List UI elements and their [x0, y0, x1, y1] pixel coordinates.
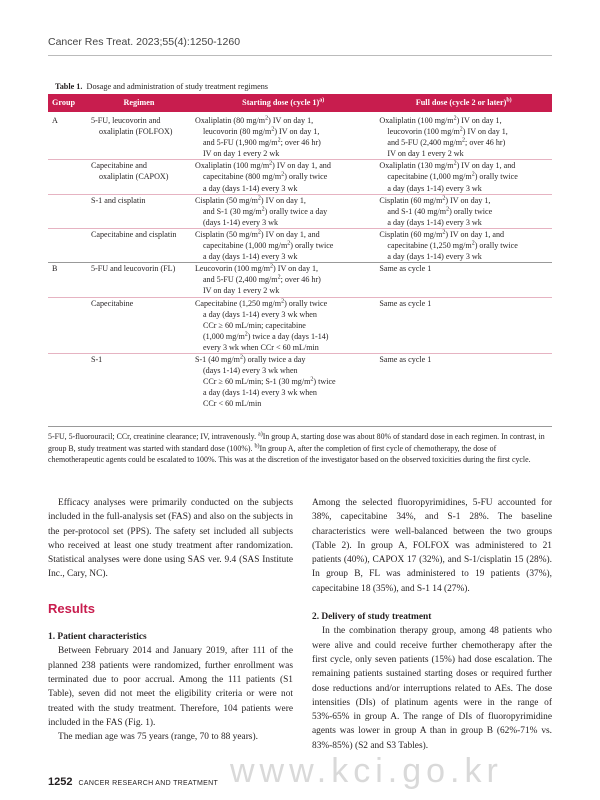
table-caption: [55, 82, 268, 91]
table-body: [48, 112, 552, 409]
cell-full-dose-line: a day (days 1-14) every 3 wk: [387, 183, 482, 193]
cell-starting-dose-line: S-1 (40 $mg/m^2$) orally twice a day: [194, 354, 306, 364]
cell-starting-dose-line: (1,000 $mg/m^2$) twice a day (days 1-14): [202, 331, 329, 341]
cell-regimen-line: Capecitabine: [90, 298, 134, 308]
cell-full-dose: [375, 112, 552, 160]
cell-group: [48, 353, 87, 409]
cell-starting-dose-line: and S-1 (30 $mg/m^2$) orally twice a day: [202, 206, 328, 216]
journal-name: CANCER RESEARCH AND TREATMENT: [78, 780, 219, 787]
table-row: [48, 194, 552, 228]
header-rule: [48, 55, 552, 56]
cell-starting-dose-line: Leucovorin (100 $mg/m^2$) IV on day 1,: [194, 263, 319, 274]
cell-full-dose-line: Cisplatin (60 $mg/m^2$) IV on day 1,: [379, 194, 491, 205]
cell-full-dose: [375, 160, 552, 194]
header-regimen: Regimen: [87, 94, 191, 112]
cell-regimen-line: 5-FU and leucovorin (FL): [90, 264, 176, 274]
cell-starting-dose-line: capecitabine (800 $mg/m^2$) orally twice: [202, 171, 328, 182]
cell-starting-dose-line: leucovorin (80 $mg/m^2$) IV on day 1,: [202, 126, 320, 137]
regimen-table: [48, 94, 552, 409]
cell-full-dose-line: a day (days 1-14) every 3 wk: [387, 217, 482, 227]
header-group: Group: [48, 94, 87, 112]
cell-full-dose-line: Oxaliplatin (130 $mg/m^2$) IV on day 1, and: [379, 160, 516, 171]
cell-regimen-line: S-1: [90, 354, 103, 364]
watermark: www.kci.go.kr: [230, 752, 503, 790]
table-bottom-rule: [48, 426, 552, 427]
cell-starting-dose-line: (days 1-14) every 3 wk: [202, 217, 279, 227]
subsection-1-title: 1. Patient characteristics: [48, 632, 147, 643]
cell-starting-dose-line: Cisplatin (50 $mg/m^2$) IV on day 1,: [194, 194, 306, 205]
cell-starting-dose: [191, 160, 375, 194]
cell-starting-dose-line: a day (days 1-14) every 3 wk: [202, 252, 298, 262]
table-header-row: [48, 94, 552, 112]
right-paragraph-1: Among the selected fluoropyrimidines, 5-FU accounted for 38%, capecitabine 34%, and S-1 28%. The baseline characteristics were well-balanced between the two groups (Table 2). In group A, FOLFOX was administered to 21 patients (40%), CAPOX 17 (32%), and S-1/cisplatin 15 (28%). In group B, FL was administered to 19 patients (37%), capecitabine 18 (35%), and S-1 14 (27%).: [312, 498, 552, 594]
right-paragraph-2: In the combination therapy group, among 48 patients who were alive and could receive further chemotherapy after the first cycle, only seven patients (15%) had dose escalation. The remaining patients sustained starting doses or required further dose reductions and/or interruptions related to AEs. The dose intensities (DIs) of platinum agents were in the range of 53%-65% in group A. The range of DIs of fluoropyrimidine agents was lower in group A than in group B (62%-71% vs. 83%-85%) (S2 and S3 Tables).: [312, 626, 552, 751]
cell-group: [48, 228, 87, 262]
cell-starting-dose: [191, 297, 375, 353]
cell-regimen: [87, 297, 191, 353]
table-caption-text: Dosage and administration of study treatment regimens: [86, 82, 268, 91]
page-number: 1252: [48, 776, 73, 788]
cell-group: [48, 263, 87, 297]
cell-starting-dose: [191, 194, 375, 228]
right-column: [312, 496, 552, 753]
table-row: [48, 263, 552, 297]
cell-starting-dose-line: Oxaliplatin (100 $mg/m^2$) IV on day 1, and: [194, 160, 331, 171]
cell-regimen: [87, 353, 191, 409]
cell-starting-dose-line: (days 1-14) every 3 wk when: [202, 366, 298, 376]
cell-regimen: [87, 228, 191, 262]
cell-starting-dose-line: capecitabine (1,000 $mg/m^2$) orally twice: [202, 240, 334, 251]
cell-group: [48, 297, 87, 353]
table-footnote: 5-FU, 5-fluorouracil; CCr, creatinine clearance; IV, intravenously. $^{a)}$In group A, starting dose was about 80% of standard dose in each regimen. In contrast, in group B, study treatment was started with standard dose (100%). $^{b)}$In group A, after the completion of first cycle of chemotherapy, the dose of chemotherapeutic agents could be escalated to 100%. This was at the discretion of the investigator based on the observed toxicities during the first cycle.: [48, 431, 545, 464]
cell-full-dose-line: and S-1 (40 $mg/m^2$) orally twice: [387, 206, 493, 216]
left-column: [48, 496, 293, 744]
subsection-2-title: 2. Delivery of study treatment: [312, 612, 432, 623]
table-row: [48, 228, 552, 262]
cell-full-dose-line: capecitabine (1,250 $mg/m^2$) orally twice: [387, 240, 518, 251]
cell-full-dose-line: Same as cycle 1: [379, 298, 432, 308]
cell-full-dose: [375, 194, 552, 228]
results-heading: Results: [48, 600, 95, 616]
cell-starting-dose: [191, 228, 375, 262]
cell-group-line: A: [52, 116, 58, 125]
cell-full-dose-line: Same as cycle 1: [379, 354, 432, 364]
cell-group: [48, 194, 87, 228]
cell-starting-dose-line: Cisplatin (50 $mg/m^2$) IV on day 1, and: [194, 229, 320, 239]
cell-starting-dose-line: a day (days 1-14) every 3 wk when: [202, 388, 317, 398]
table-caption-label: Table 1.: [55, 82, 83, 91]
cell-full-dose-line: leucovorin (100 $mg/m^2$) IV on day 1,: [387, 126, 508, 137]
cell-starting-dose-line: every 3 wk when CCr < 60 mL/min: [202, 342, 319, 352]
cell-regimen-line: Capecitabine and: [90, 161, 147, 171]
cell-regimen: [87, 194, 191, 228]
cell-starting-dose-line: a day (days 1-14) every 3 wk when: [202, 309, 317, 319]
cell-full-dose-line: and 5-FU (2,400 $mg/m^2$; over 46 hr): [387, 137, 506, 148]
cell-regimen-line: S-1 and cisplatin: [90, 195, 146, 205]
cell-full-dose-line: capecitabine (1,000 $mg/m^2$) orally twice: [387, 171, 518, 182]
left-paragraph-3: The median age was 75 years (range, 70 to 88 years).: [58, 732, 258, 743]
cell-starting-dose-line: IV on day 1 every 2 wk: [202, 286, 280, 296]
cell-regimen-line: 5-FU, leucovorin and: [90, 116, 161, 125]
cell-regimen: [87, 263, 191, 297]
table-row: [48, 297, 552, 353]
cell-starting-dose-line: and 5-FU (1,900 $mg/m^2$; over 46 hr): [202, 137, 321, 148]
cell-regimen-line: oxaliplatin (CAPOX): [98, 172, 169, 182]
cell-full-dose-line: a day (days 1-14) every 3 wk: [387, 252, 482, 262]
cell-starting-dose-line: Capecitabine (1,250 $mg/m^2$) orally twice: [194, 297, 328, 308]
cell-starting-dose: [191, 263, 375, 297]
cell-full-dose-line: IV on day 1 every 2 wk: [387, 149, 464, 159]
cell-starting-dose-line: CCr < 60 mL/min: [202, 399, 262, 409]
cell-starting-dose: [191, 353, 375, 409]
cell-full-dose: [375, 263, 552, 297]
cell-regimen-line: Capecitabine and cisplatin: [90, 229, 177, 239]
cell-full-dose-line: Same as cycle 1: [379, 264, 432, 274]
cell-starting-dose-line: a day (days 1-14) every 3 wk: [202, 183, 298, 193]
cell-full-dose-line: Cisplatin (60 $mg/m^2$) IV on day 1, and: [379, 229, 505, 239]
running-head: Cancer Res Treat. 2023;55(4):1250-1260: [48, 36, 241, 48]
cell-group: [48, 112, 87, 160]
cell-full-dose: [375, 228, 552, 262]
cell-full-dose: [375, 353, 552, 409]
header-full-dose: Full dose (cycle 2 or later)$^{b)}$: [375, 94, 552, 112]
table-row: [48, 353, 552, 409]
cell-starting-dose-line: IV on day 1 every 2 wk: [202, 149, 280, 159]
header-starting-dose: Starting dose (cycle 1)$^{a)}$: [191, 94, 375, 112]
left-paragraph-1: Efficacy analyses were primarily conducted on the subjects included in the full-analysis set (FAS) and also on the subjects in the per-protocol set (PPS). The safety set included all subjects who received at least one study treatment after randomization. Statistical analyses were done using SAS ver. 9.4 (SAS Institute Inc., Cary, NC).: [48, 498, 293, 580]
cell-group: [48, 160, 87, 194]
left-paragraph-2: Between February 2014 and January 2019, after 111 of the planned 238 patients were randomized, further enrollment was terminated due to poor accrual. Among the 111 patients (S1 Table), seven did not meet the eligibility criteria or were not treated with the study treatment. Therefore, 104 patients were included in the FAS (Fig. 1).: [48, 646, 293, 728]
cell-group-line: B: [52, 264, 58, 274]
cell-starting-dose-line: CCr ≥ 60 mL/min; capecitabine: [202, 320, 306, 330]
cell-regimen: [87, 160, 191, 194]
table-row: [48, 160, 552, 194]
table-row: [48, 112, 552, 160]
cell-starting-dose: [191, 112, 375, 160]
page-footer: [48, 776, 218, 788]
cell-starting-dose-line: CCr ≥ 60 mL/min; S-1 (30 $mg/m^2$) twice: [202, 376, 336, 387]
cell-starting-dose-line: Oxaliplatin (80 $mg/m^2$) IV on day 1,: [194, 115, 314, 125]
cell-starting-dose-line: and 5-FU (2,400 $mg/m^2$; over 46 hr): [202, 274, 321, 285]
cell-regimen: [87, 112, 191, 160]
cell-full-dose: [375, 297, 552, 353]
cell-full-dose-line: Oxaliplatin (100 $mg/m^2$) IV on day 1,: [379, 115, 502, 125]
cell-regimen-line: oxaliplatin (FOLFOX): [98, 127, 173, 137]
